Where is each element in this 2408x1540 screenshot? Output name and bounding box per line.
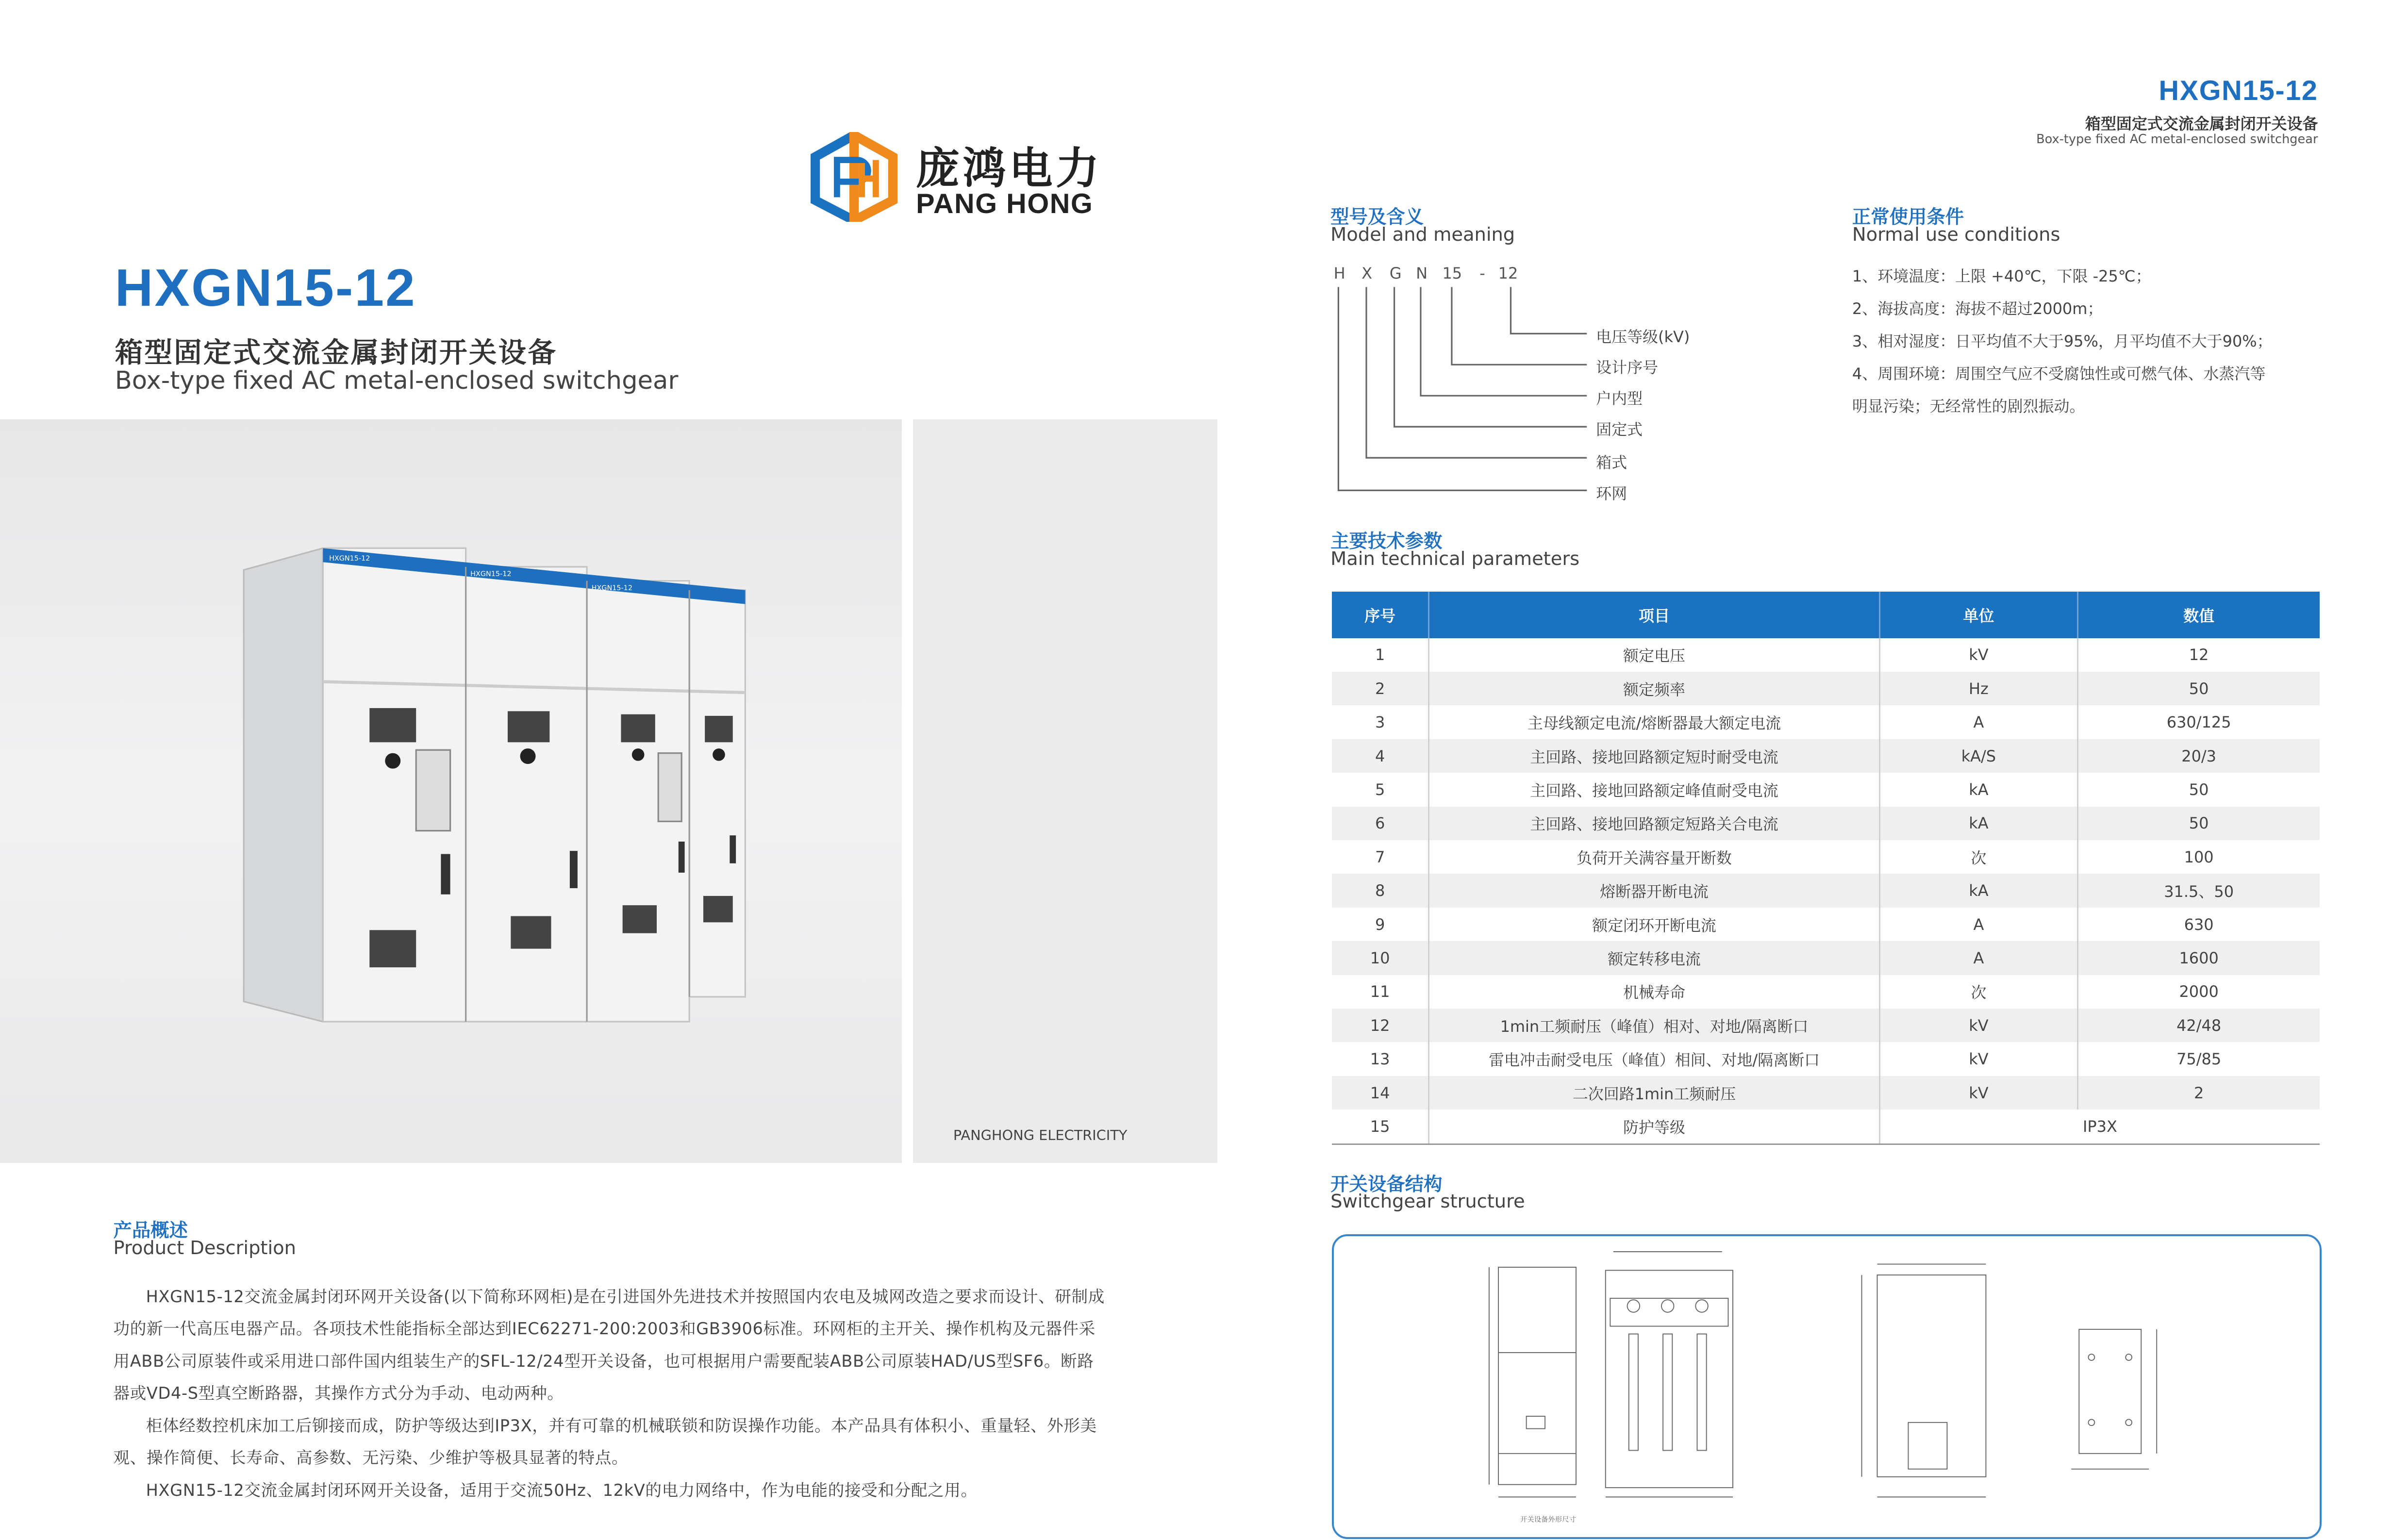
model-label: 电压等级(kV): [1596, 327, 1690, 346]
cabinet-label: HXGN15-12: [470, 570, 512, 578]
model-label: 环网: [1596, 484, 1627, 503]
table-cell: 1600: [2077, 941, 2320, 975]
description-heading-en: Product Description: [113, 1237, 296, 1259]
table-cell: kV: [1880, 1042, 2077, 1076]
model-meaning-diagram: [1328, 284, 1592, 501]
logo-text-cn: 庞鸿电力: [916, 144, 1102, 195]
table-cell: kA: [1880, 807, 2077, 840]
switchgear-illustration: [0, 419, 902, 1163]
table-cell: 1: [1332, 638, 1428, 672]
model-meaning-heading-cn: 型号及含义: [1330, 206, 1424, 228]
photo-caption: PANGHONG ELECTRICITY: [953, 1127, 1128, 1144]
table-row: [1332, 908, 2319, 941]
model-letter: N: [1416, 264, 1428, 282]
params-heading-en: Main technical parameters: [1330, 548, 1580, 570]
table-cell: 防护等级: [1428, 1109, 1879, 1144]
table-row: [1332, 941, 2319, 975]
model-letter: -: [1479, 264, 1485, 282]
table-cell: 12: [2077, 638, 2320, 672]
table-row: [1332, 739, 2319, 773]
model-letter: X: [1362, 264, 1373, 282]
table-cell: 50: [2077, 773, 2320, 806]
header-model: HXGN15-12: [2159, 75, 2318, 106]
table-cell: Hz: [1880, 672, 2077, 705]
condition-line: 4、周围环境：周围空气应不受腐蚀性或可燃气体、水蒸汽等: [1852, 364, 2266, 383]
logo-text-en: PANG HONG: [916, 188, 1094, 220]
table-row: [1332, 1109, 2319, 1144]
model-letter: H: [1333, 264, 1345, 282]
table-cell: 主回路、接地回路额定峰值耐受电流: [1428, 773, 1879, 806]
table-cell: 二次回路1min工频耐压: [1428, 1076, 1879, 1109]
table-cell: A: [1880, 941, 2077, 975]
header-title-cn: 箱型固定式交流金属封闭开关设备: [2085, 115, 2318, 133]
table-cell: 额定频率: [1428, 672, 1879, 705]
model-letter: 12: [1498, 264, 1518, 282]
table-cell: 额定电压: [1428, 638, 1879, 672]
table-cell: 31.5、50: [2077, 874, 2320, 907]
table-row: [1332, 807, 2319, 840]
table-row: [1332, 638, 2319, 672]
product-photo: [0, 419, 902, 1163]
model-label: 设计序号: [1596, 358, 1659, 377]
condition-line: 1、环境温度：上限 +40℃，下限 -25℃；: [1852, 266, 2151, 285]
conditions-heading-cn: 正常使用条件: [1852, 206, 1964, 228]
table-cell: 12: [1332, 1009, 1428, 1042]
table-cell: 2: [2077, 1076, 2320, 1109]
model-label: 户内型: [1596, 389, 1643, 408]
table-cell: 630: [2077, 908, 2320, 941]
structure-caption: 开关设备外形尺寸: [1520, 1516, 1577, 1524]
table-cell: 8: [1332, 874, 1428, 907]
table-cell: 负荷开关满容量开断数: [1428, 840, 1879, 874]
table-cell: 14: [1332, 1076, 1428, 1109]
table-cell: kA: [1880, 773, 2077, 806]
table-cell: A: [1880, 705, 2077, 739]
table-cell: kA: [1880, 874, 2077, 907]
cabinet-label: HXGN15-12: [591, 584, 632, 592]
table-row: [1332, 1076, 2319, 1109]
table-cell: 11: [1332, 975, 1428, 1009]
table-cell: kV: [1880, 1076, 2077, 1109]
table-row: [1332, 840, 2319, 874]
table-row: [1332, 705, 2319, 739]
table-cell: 20/3: [2077, 739, 2320, 773]
table-cell: 主回路、接地回路额定短路关合电流: [1428, 807, 1879, 840]
table-cell: 7: [1332, 840, 1428, 874]
header-title-en: Box-type fixed AC metal-enclosed switchgear: [2036, 132, 2318, 147]
table-cell: 额定转移电流: [1428, 941, 1879, 975]
table-cell: kA/S: [1880, 739, 2077, 773]
model-label: 固定式: [1596, 420, 1643, 439]
table-cell: 主回路、接地回路额定短时耐受电流: [1428, 739, 1879, 773]
description-paragraph: 柜体经数控机床加工后铆接而成，防护等级达到IP3X，并有可靠的机械联锁和防误操作功能。本产品具有体积小、重量轻、外形美观、操作简便、长寿命、高参数、无污染、少维护等极具显著的特点。: [113, 1416, 1097, 1468]
params-table: [1332, 592, 2319, 1145]
table-cell: 次: [1880, 840, 2077, 874]
cabinet-label: HXGN15-12: [329, 554, 370, 563]
column-header: 单位: [1880, 592, 2077, 638]
table-cell: 10: [1332, 941, 1428, 975]
table-cell: IP3X: [1880, 1109, 2320, 1144]
table-cell: 5: [1332, 773, 1428, 806]
page-title-model: HXGN15-12: [115, 258, 416, 317]
description-heading-cn: 产品概述: [113, 1220, 188, 1242]
table-cell: 雷电冲击耐受电压（峰值）相间、对地/隔离断口: [1428, 1042, 1879, 1076]
table-cell: 6: [1332, 807, 1428, 840]
table-cell: 2000: [2077, 975, 2320, 1009]
structure-heading-en: Switchgear structure: [1330, 1191, 1525, 1213]
conditions-heading-en: Normal use conditions: [1852, 223, 2060, 246]
table-cell: 13: [1332, 1042, 1428, 1076]
model-label: 箱式: [1596, 453, 1627, 472]
table-row: [1332, 1042, 2319, 1076]
table-cell: 2: [1332, 672, 1428, 705]
table-cell: kV: [1880, 638, 2077, 672]
table-cell: 额定闭环开断电流: [1428, 908, 1879, 941]
table-cell: 次: [1880, 975, 2077, 1009]
condition-line: 2、海拔高度：海拔不超过2000m；: [1852, 299, 2103, 318]
table-cell: 3: [1332, 705, 1428, 739]
table-cell: 50: [2077, 807, 2320, 840]
description-text: [113, 1281, 1107, 1507]
structure-drawing-box: [1332, 1234, 2322, 1540]
table-cell: 熔断器开断电流: [1428, 874, 1879, 907]
table-row: [1332, 975, 2319, 1009]
table-row: [1332, 773, 2319, 806]
column-header: 数值: [2077, 592, 2320, 638]
table-cell: 主母线额定电流/熔断器最大额定电流: [1428, 705, 1879, 739]
table-row: [1332, 1009, 2319, 1042]
table-cell: 75/85: [2077, 1042, 2320, 1076]
table-cell: A: [1880, 908, 2077, 941]
structure-drawing: [1334, 1236, 2320, 1538]
description-paragraph: HXGN15-12交流金属封闭环网开关设备，适用于交流50Hz、12kV的电力网络中，作为电能的接受和分配之用。: [146, 1481, 978, 1500]
table-row: [1332, 672, 2319, 705]
table-cell: 630/125: [2077, 705, 2320, 739]
model-letter: 15: [1442, 264, 1462, 282]
table-cell: 42/48: [2077, 1009, 2320, 1042]
table-cell: 9: [1332, 908, 1428, 941]
column-header: 项目: [1428, 592, 1879, 638]
table-cell: 1min工频耐压（峰值）相对、对地/隔离断口: [1428, 1009, 1879, 1042]
model-meaning-heading-en: Model and meaning: [1330, 223, 1515, 246]
table-cell: 50: [2077, 672, 2320, 705]
model-letter: G: [1389, 264, 1402, 282]
column-header: 序号: [1332, 592, 1428, 638]
page-title-en: Box-type fixed AC metal-enclosed switchgear: [115, 366, 679, 395]
side-panel: [913, 419, 1217, 1163]
page-title-cn: 箱型固定式交流金属封闭开关设备: [115, 336, 558, 369]
table-row: [1332, 874, 2319, 907]
structure-heading-cn: 开关设备结构: [1330, 1173, 1443, 1195]
table-cell: 100: [2077, 840, 2320, 874]
table-cell: 机械寿命: [1428, 975, 1879, 1009]
table-cell: 15: [1332, 1109, 1428, 1144]
params-heading-cn: 主要技术参数: [1330, 530, 1443, 553]
condition-line: 3、相对湿度：日平均值不大于95%，月平均值不大于90%；: [1852, 332, 2273, 351]
table-cell: 4: [1332, 739, 1428, 773]
condition-line: 明显污染；无经常性的剧烈振动。: [1852, 397, 2085, 416]
table-header-row: [1332, 592, 2319, 638]
description-paragraph: HXGN15-12交流金属封闭环网开关设备(以下简称环网柜)是在引进国外先进技术并按照国内农电及城网改造之要求而设计、研制成功的新一代高压电器产品。各项技术性能指标全部达到IEC62271-200:2003和GB3906标准。环网柜的主开关、操作机构及元器件采用ABB公司原装件或采用进口部件国内组装生产的SFL-12/24型开关设备，也可根据用户需要配装ABB公司原装HAD/US型SF6。断路器或VD4-S型真空断路器，其操作方式分为手动、电动两种。: [113, 1287, 1105, 1403]
table-cell: kV: [1880, 1009, 2077, 1042]
panghong-logo-icon: [811, 132, 897, 222]
